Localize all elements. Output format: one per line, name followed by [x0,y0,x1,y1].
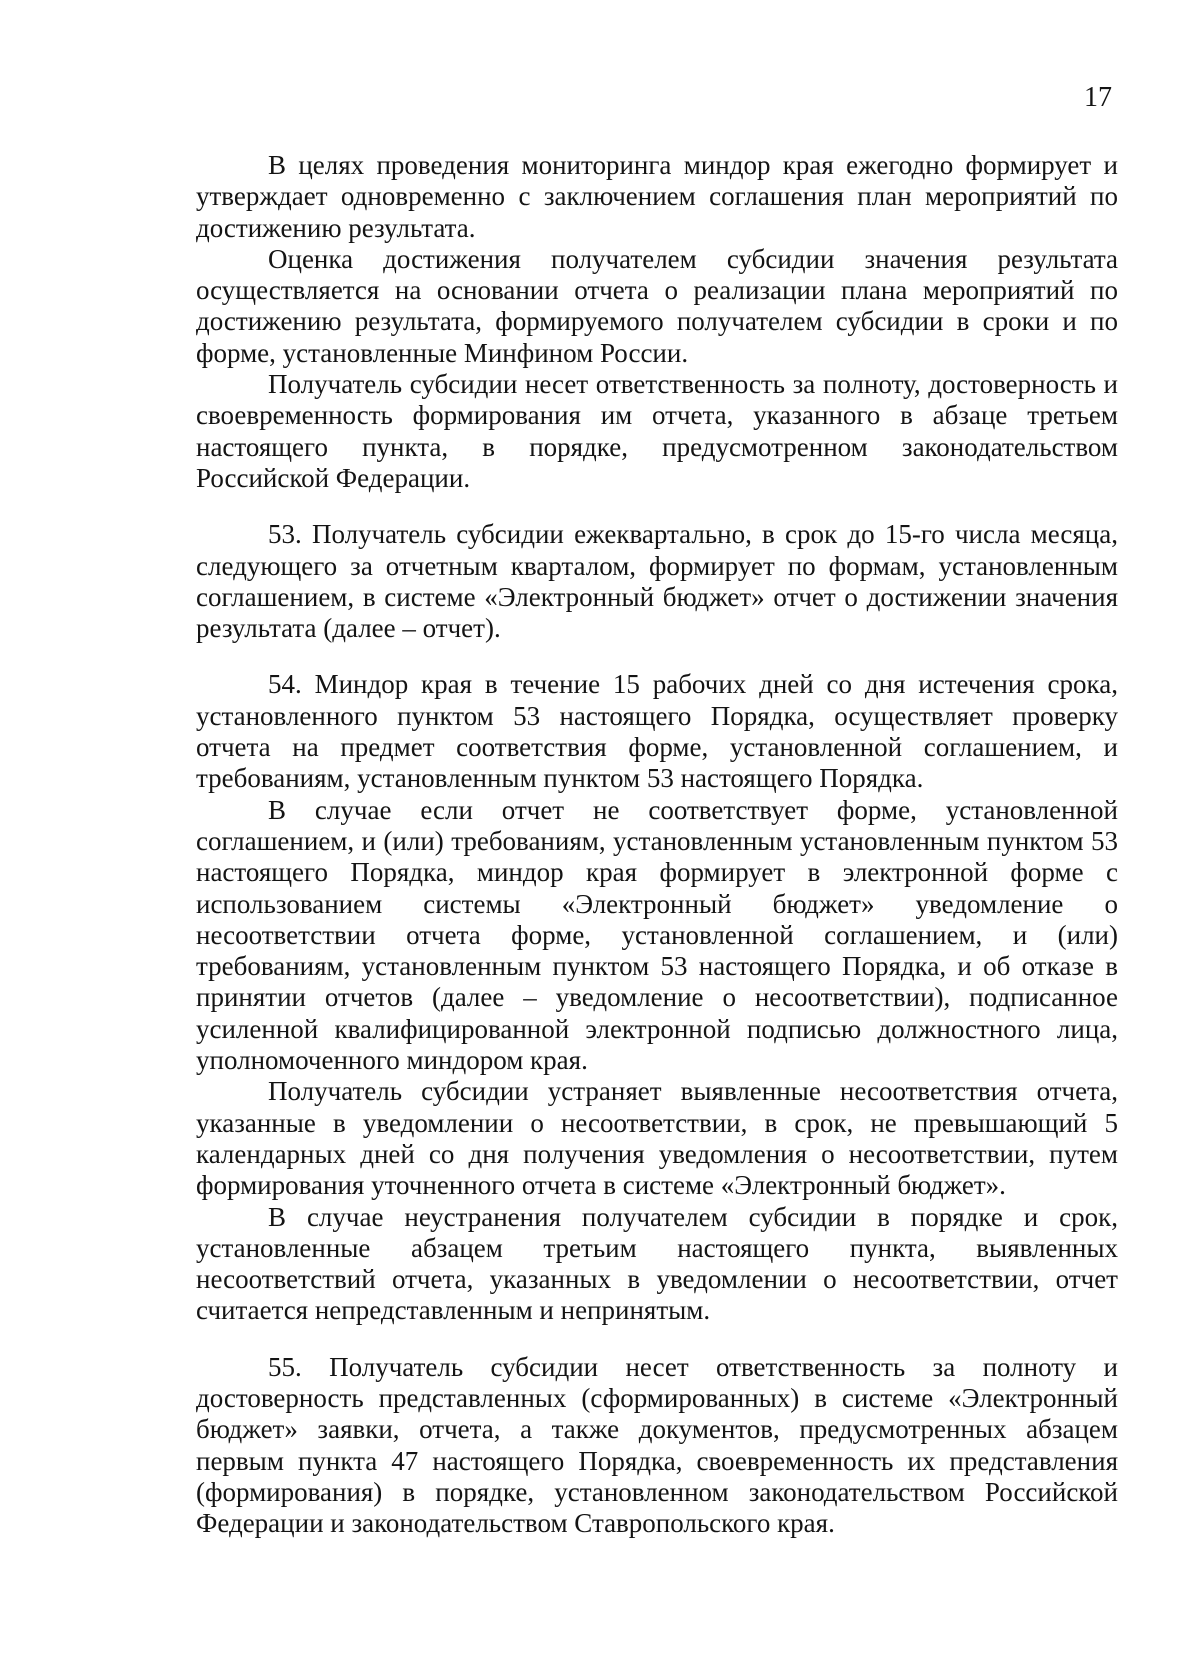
paragraph-non-acceptance: В случае неустранения получателем субсидии в порядке и срок, установленные абзацем третьим настоящего пункта, выявленных несоответствий отчета, указанных в уведомлении о несоответствии, отчет считается непредставленным и непринятым. [196,1201,1118,1326]
paragraph-monitoring-plan: В целях проведения мониторинга миндор края ежегодно формирует и утверждает одновременно с заключением соглашения план мероприятий по достижению результата. [196,150,1118,243]
page-number: 17 [1084,82,1112,113]
paragraph-report-responsibility: Получатель субсидии несет ответственность за полноту, достоверность и своевременность формирования им отчета, указанного в абзаце третьем настоящего пункта, в порядке, предусмотренном законодательством Российской Федерации. [196,369,1118,493]
paragraph-correction: Получатель субсидии устраняет выявленные несоответствия отчета, указанные в уведомлении о несоответствии, в срок, не превышающий 5 календарных дней со дня получения уведомления о несоответствии, путем формирования уточненного отчета в системе «Электронный бюджет». [196,1076,1118,1201]
paragraph-result-assessment: Оценка достижения получателем субсидии значения результата осуществляется на основании отчета о реализации плана мероприятий по достижению результата, формируемого получателем субсидии в сроки и по форме, установленные Минфином России. [196,243,1118,368]
document-body [196,150,1118,1539]
paragraph-clause-55: 55. Получатель субсидии несет ответственность за полноту и достоверность представленных (сформированных) в системе «Электронный бюджет» заявки, отчета, а также документов, предусмотренных абзацем первым пункта 47 настоящего Порядка, своевременность их представления (формирования) в порядке, установленном законодательством Российской Федерации и законодательством Ставропольского края. [196,1351,1118,1539]
paragraph-clause-53: 53. Получатель субсидии ежеквартально, в срок до 15-го числа месяца, следующего за отчетным кварталом, формирует по формам, установленным соглашением, в системе «Электронный бюджет» отчет о достижении значения результата (далее – отчет). [196,519,1118,644]
paragraph-nonconformity-notice: В случае если отчет не соответствует форме, установленной соглашением, и (или) требованиям, установленным установленным пунктом 53 настоящего Порядка, миндор края формирует в электронной форме с использованием системы «Электронный бюджет» уведомление о несоответствии отчета форме, установленной соглашением, и (или) требованиям, установленным пунктом 53 настоящего Порядка, и об отказе в принятии отчетов (далее – уведомление о несоответствии), подписанное усиленной квалифицированной электронной подписью должностного лица, уполномоченного миндором края. [196,794,1118,1076]
paragraph-clause-54: 54. Миндор края в течение 15 рабочих дней со дня истечения срока, установленного пунктом 53 настоящего Порядка, осуществляет проверку отчета на предмет соответствия форме, установленной соглашением, и требованиям, установленным пунктом 53 настоящего Порядка. [196,669,1118,794]
